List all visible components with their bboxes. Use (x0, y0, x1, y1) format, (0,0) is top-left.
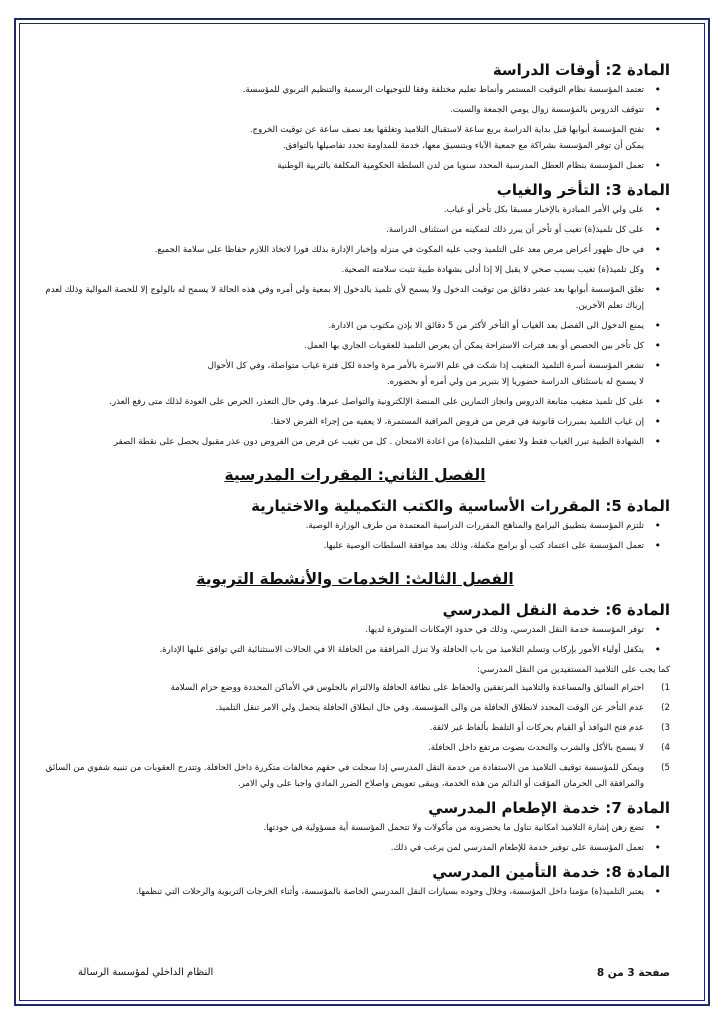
numbered-item (40, 680, 670, 696)
item-number: 1) (661, 683, 670, 693)
list-item: • الشهادة الطبية تبرر الغياب فقط ولا تعفي التلميذ(ة) من اعادة الامتحان . كل من تغيب عن فرض من الفروض دون عذر مقبول يحصل على نقطة الصفر (40, 434, 644, 450)
article-6-heading: المادة 6: خدمة النقل المدرسي (442, 601, 670, 619)
list-item: • تعمل المؤسسة على توفير خدمة للإطعام المدرسي لمن يرغب في ذلك. (40, 840, 644, 856)
item-text: عدم فتح النوافذ أو القيام بحركات أو التلفظ بألفاظ غير لائقة. (429, 723, 644, 733)
article-3-heading: المادة 3: التأخر والغياب (496, 181, 670, 199)
article-5-heading: المادة 5: المقررات الأساسية والكتب التكميلية والاختيارية (251, 497, 670, 515)
list-item: • إن غياب التلميذ بمبررات قانونية في فرض من فروض المراقبة المستمرة، لا يعفيه من إجراء الفرض لاحقا. (40, 414, 644, 430)
article-8-heading: المادة 8: خدمة التأمين المدرسي (432, 863, 670, 881)
numbered-item (40, 700, 670, 716)
article-6-numbered-list (40, 680, 670, 792)
article-7-heading: المادة 7: خدمة الإطعام المدرسي (428, 799, 670, 817)
list-item: • تضع رهن إشارة التلاميذ امكانية تناول ما يحضرونه من مأكولات ولا تتحمل المؤسسة أية مسؤولية في جودتها. (40, 820, 644, 836)
numbered-item (40, 740, 670, 756)
list-item: • تلتزم المؤسسة بتطبيق البرامج والمناهج المقررات الدراسية المعتمدة من طرف الوزارة الوصية. (40, 518, 644, 534)
item-text: احترام السائق والمساعدة والتلاميذ المرتفقين والحفاظ على نظافة الحافلة والالتزام بالجلوس في الأماكن المحددة ووضع حزام السلامة (170, 683, 644, 693)
list-item: • على كل تلميذ(ة) تغيب أو تأخر أن يبرر ذلك لتمكينه من استئناف الدراسة. (40, 222, 644, 238)
list-item: • تشعر المؤسسة أسرة التلميذ المتغيب إذا شكت في علم الاسرة بالأمر مرة واحدة لكل فترة غياب متواصلة، وفي كل الأحوال (40, 358, 644, 374)
list-item: • يعتبر التلميذ(ة) مؤمنا داخل المؤسسة، وخلال وجوده بسيارات النقل المدرسي الخاصة بالمؤسسة، وأثناء الخرجات التربوية والرحلات التي تنظمها. (40, 884, 644, 900)
article-3-list-continued (40, 394, 670, 450)
article-7-list (40, 820, 670, 856)
list-item: • يتكفل أولياء الأمور بإركاب وتسلم التلاميذ من باب الحافلة ولا تنزل المرافقة من الحافلة الا في الحالات الاستثنائية التي توافق عليها الإدارة. (40, 642, 644, 658)
article-3-list (40, 202, 670, 374)
item-number: 2) (661, 703, 670, 713)
article-2-list (40, 82, 670, 138)
document-body (40, 58, 670, 904)
list-item: • تفتح المؤسسة أبوابها قبل بداية الدراسة بربع ساعة لاستقبال التلاميذ وتغلقها بعد نصف ساعة عن توقيت الخروج. (40, 122, 644, 138)
list-item: • تغلق المؤسسة أبوابها بعد عشر دقائق من توقيت الدخول ولا يسمح لأي تلميذ بالدخول إلا بمعية ولي أمره وفي هذه الحالة لا يسمح له بالولوج إلا للحصة الموالية وذلك لعدم إرباك تعلم الآخرين. (40, 282, 644, 314)
list-item: • تعتمد المؤسسة نظام التوقيت المستمر وأنماط تعليم مختلفة وفقا للتوجيهات الرسمية والتنظيم التربوي للمؤسسة. (40, 82, 644, 98)
article-2-list-continued (40, 158, 670, 174)
item-text: لا يسمح بالأكل والشرب والتحدث بصوت مرتفع داخل الحافلة. (428, 743, 644, 753)
list-item: • على كل تلميذ متغيب متابعة الدروس وانجاز التمارين على المنصة الإلكترونية والتواصل عبرها. وفي حال التعذر، الحرص على العودة لذلك متى رفع العذر. (40, 394, 644, 410)
list-item: • وكل تلميذ(ة) تغيب بسبب صحي لا يقبل إلا إذا أدلى بشهادة طبية تثبت سلامته الصحية. (40, 262, 644, 278)
footer-title: النظام الداخلي لمؤسسة الرسالة (78, 967, 214, 978)
list-item: • تعمل المؤسسة بنظام العطل المدرسية المحدد سنويا من لدن السلطة الحكومية المكلفة بالتربية الوطنية (40, 158, 644, 174)
article-3-note: لا يسمح له باستئناف الدراسة حضوريا إلا بتبرير من ولي أمره أو بحضوره. (386, 377, 644, 387)
list-item: • تعمل المؤسسة على اعتماد كتب أو برامج مكملة، وذلك بعد موافقة السلطات الوصية عليها. (40, 538, 644, 554)
item-text: ويمكن للمؤسسة توقيف التلاميذ من الاستفادة من خدمة النقل المدرسي إذا سجلت في حقهم مخالفات متكررة داخل الحافلة. وتتدرج العقوبات من تنبيه شفوي من السائق والمرافقة الى الحرمان المؤقت أو الدائم من هذه الخدمة، ويبقى تعويض واصلاح الضرر المادي واجبا على ولي الامر. (45, 763, 644, 789)
article-2-heading: المادة 2: أوقات الدراسة (492, 61, 670, 79)
list-item: • يمنع الدخول الى الفصل بعد الغياب أو التأخر لأكثر من 5 دقائق الا بإذن مكتوب من الادارة. (40, 318, 644, 334)
article-6-intro: كما يجب على التلاميذ المستفيدين من النقل المدرسي: (477, 665, 670, 675)
item-number: 3) (661, 723, 670, 733)
list-item: • كل تأخر بين الحصص أو بعد فترات الاستراحة يمكن أن يعرض التلميذ للعقوبات الجاري بها العمل. (40, 338, 644, 354)
numbered-item (40, 760, 670, 792)
chapter-3-heading: الفصل الثالث: الخدمات والأنشطة التربوية (196, 570, 514, 588)
item-number: 5) (661, 763, 670, 773)
list-item: • على ولي الأمر المبادرة بالإخبار مسبقا بكل تأخر أو غياب. (40, 202, 644, 218)
page-number: صفحة 3 من 8 (596, 967, 670, 979)
list-item: • تتوقف الدروس بالمؤسسة زوال يومي الجمعة والسبت. (40, 102, 644, 118)
chapter-2-heading: الفصل الثاني: المقررات المدرسية (224, 466, 486, 484)
item-text: عدم التأخر عن الوقت المحدد لانطلاق الحافلة من والى المؤسسة. وفي حال انطلاق الحافلة يتحمل ولي الامر تنقل التلميذ. (215, 703, 644, 713)
item-number: 4) (661, 743, 670, 753)
article-6-list (40, 622, 670, 658)
article-8-list (40, 884, 670, 900)
article-5-list (40, 518, 670, 554)
list-item: • توفر المؤسسة خدمة النقل المدرسي، وذلك في حدود الإمكانات المتوفرة لديها. (40, 622, 644, 638)
article-2-note: يمكن أن توفر المؤسسة بشراكة مع جمعية الآباء وبتنسيق معها، خدمة للمداومة تحدد تفاصيلها بالتوافق. (282, 141, 644, 151)
list-item: • في حال ظهور أعراض مرض معد على التلميذ وجب عليه المكوث في منزله وإخبار الإدارة بذلك فورا لاتخاذ اللازم حفاظا على سلامة الجميع. (40, 242, 644, 258)
numbered-item (40, 720, 670, 736)
